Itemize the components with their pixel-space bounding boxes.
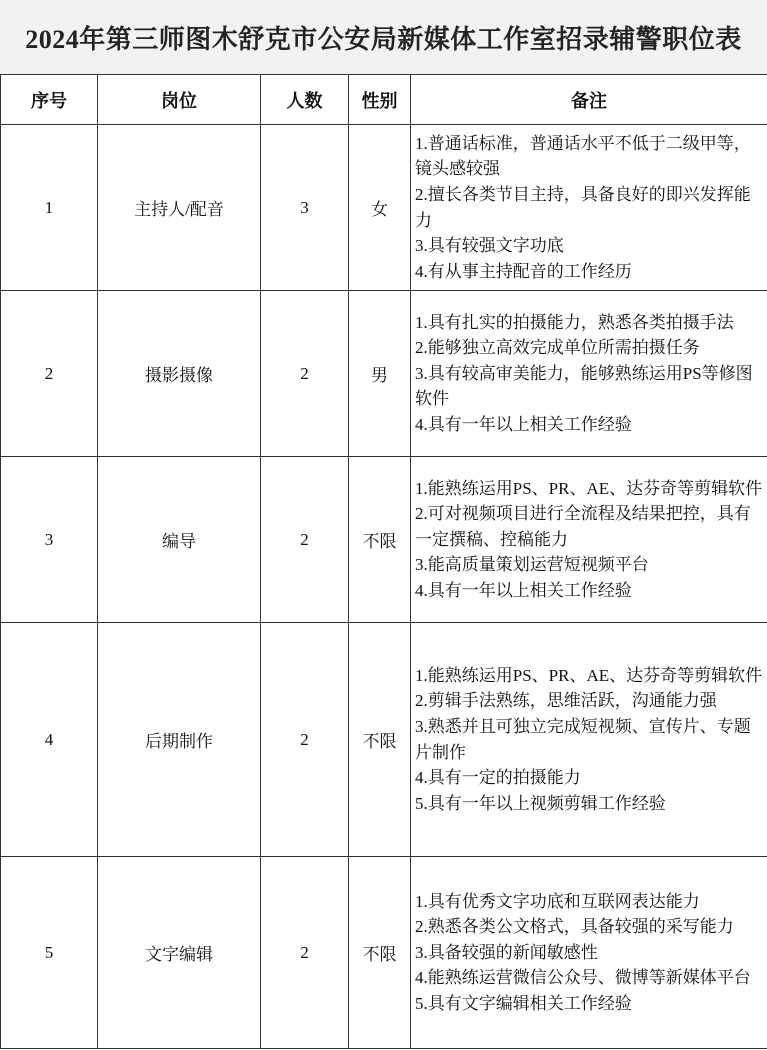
note-line: 2.能够独立高效完成单位所需拍摄任务: [415, 338, 700, 358]
note-line: 3.具有较强文字功底: [415, 236, 564, 256]
note-line: 2.剪辑手法熟练，思维活跃，沟通能力强: [415, 691, 717, 711]
cell-notes: [411, 623, 767, 857]
cell-post: 主持人/配音: [98, 125, 261, 291]
cell-count: 2: [261, 457, 349, 623]
cell-gender: 男: [349, 291, 411, 457]
note-line: 4.具有一年以上相关工作经验: [415, 580, 632, 600]
cell-notes: [411, 291, 767, 457]
table-row: [1, 291, 767, 457]
header-post: 岗位: [98, 75, 261, 125]
cell-post: 摄影摄像: [98, 291, 261, 457]
note-line: 2.可对视频项目进行全流程及结果把控，具有一定撰稿、控稿能力: [415, 504, 751, 549]
header-notes: 备注: [411, 75, 767, 125]
note-line: 3.具有较高审美能力，能够熟练运用PS等修图软件: [415, 363, 753, 409]
note-line: 2.擅长各类节目主持，具备良好的即兴发挥能力: [415, 184, 751, 230]
note-line: 3.熟悉并且可独立完成短视频、宣传片、专题片制作: [415, 716, 751, 762]
cell-count: 2: [261, 291, 349, 457]
cell-number: 2: [1, 291, 98, 457]
header-number: 序号: [1, 75, 98, 125]
note-line: 1.具有优秀文字功底和互联网表达能力: [415, 891, 700, 911]
header-count: 人数: [261, 75, 349, 125]
table-row: [1, 857, 767, 1049]
table-row: [1, 457, 767, 623]
cell-post: 文字编辑: [98, 857, 261, 1049]
note-line: 3.具备较强的新闻敏感性: [415, 942, 598, 962]
table-row: [1, 623, 767, 857]
note-line: 4.有从事主持配音的工作经历: [415, 261, 632, 281]
note-line: 1.能熟练运用PS、PR、AE、达芬奇等剪辑软件: [415, 478, 763, 498]
cell-number: 3: [1, 457, 98, 623]
document-title: 2024年第三师图木舒克市公安局新媒体工作室招录辅警职位表: [0, 0, 767, 74]
cell-gender: 不限: [349, 457, 411, 623]
cell-notes: [411, 457, 767, 623]
table-row: [1, 125, 767, 291]
note-line: 5.具有文字编辑相关工作经验: [415, 993, 632, 1013]
note-line: 1.能熟练运用PS、PR、AE、达芬奇等剪辑软件: [415, 665, 763, 685]
cell-number: 1: [1, 125, 98, 291]
cell-notes: [411, 125, 767, 291]
note-line: 4.能熟练运营微信公众号、微博等新媒体平台: [415, 968, 751, 988]
cell-notes: [411, 857, 767, 1049]
cell-count: 3: [261, 125, 349, 291]
note-line: 4.具有一年以上相关工作经验: [415, 414, 632, 434]
cell-number: 5: [1, 857, 98, 1049]
positions-table: [0, 74, 767, 1049]
table-header-row: [1, 75, 767, 125]
note-line: 3.能高质量策划运营短视频平台: [415, 555, 649, 575]
cell-post: 编导: [98, 457, 261, 623]
note-line: 1.普通话标准，普通话水平不低于二级甲等，镜头感较强: [415, 133, 751, 179]
cell-gender: 女: [349, 125, 411, 291]
cell-count: 2: [261, 857, 349, 1049]
cell-count: 2: [261, 623, 349, 857]
cell-post: 后期制作: [98, 623, 261, 857]
note-line: 5.具有一年以上视频剪辑工作经验: [415, 793, 666, 813]
note-line: 2.熟悉各类公文格式，具备较强的采写能力: [415, 917, 734, 937]
note-line: 1.具有扎实的拍摄能力，熟悉各类拍摄手法: [415, 312, 734, 332]
cell-number: 4: [1, 623, 98, 857]
note-line: 4.具有一定的拍摄能力: [415, 768, 581, 788]
header-gender: 性别: [349, 75, 411, 125]
cell-gender: 不限: [349, 857, 411, 1049]
cell-gender: 不限: [349, 623, 411, 857]
